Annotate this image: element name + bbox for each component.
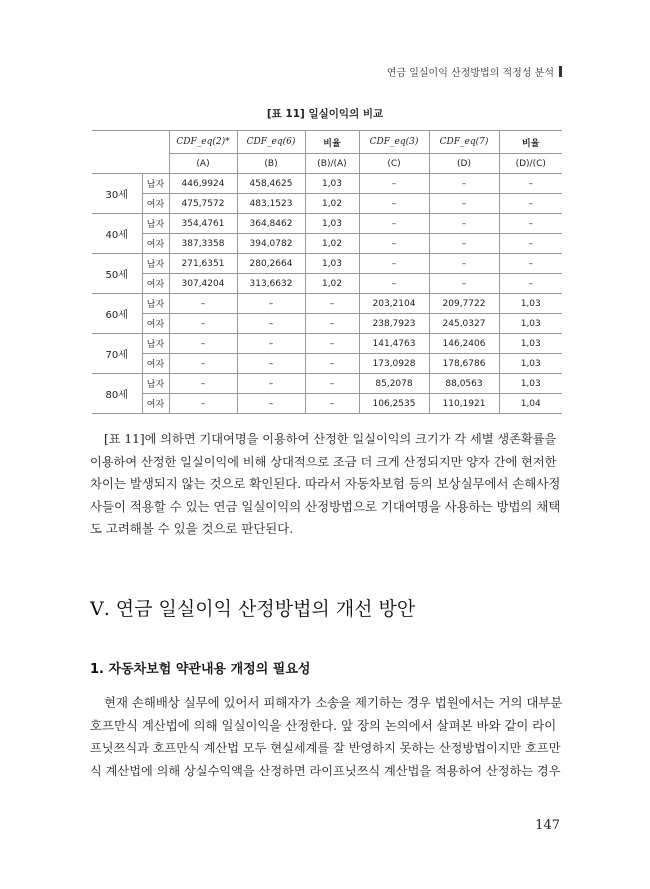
value-cell: 364,8462 bbox=[237, 214, 305, 234]
value-cell: 110,1921 bbox=[429, 394, 499, 414]
age-cell: 50세 bbox=[92, 254, 142, 294]
column-subheader: (D) bbox=[429, 154, 499, 174]
paragraph-line: 사들이 적용할 수 있는 연금 일실이익의 산정방법으로 기대여명을 사용하는 방법의 채택 bbox=[90, 498, 561, 514]
value-cell: – bbox=[359, 274, 429, 294]
value-cell: 394,0782 bbox=[237, 234, 305, 254]
table-row bbox=[92, 194, 562, 214]
age-cell: 30세 bbox=[92, 174, 142, 214]
value-cell: – bbox=[429, 174, 499, 194]
value-cell: 446,9924 bbox=[169, 174, 237, 194]
value-cell: – bbox=[237, 334, 305, 354]
paragraph-line: 식 계산법에 의해 상실수익액을 산정하면 라이프닛쯔식 계산법을 적용하여 산정하는 경우 bbox=[90, 763, 561, 778]
value-cell: 141,4763 bbox=[359, 334, 429, 354]
column-subheader: (A) bbox=[169, 154, 237, 174]
age-cell: 60세 bbox=[92, 294, 142, 334]
value-cell: 1,03 bbox=[499, 374, 562, 394]
value-cell: – bbox=[359, 254, 429, 274]
sex-cell: 여자 bbox=[142, 234, 169, 254]
value-cell: 245,0327 bbox=[429, 314, 499, 334]
table-row bbox=[92, 314, 562, 334]
table-row bbox=[92, 274, 562, 294]
value-cell: 483,1523 bbox=[237, 194, 305, 214]
value-cell: – bbox=[429, 274, 499, 294]
table-row bbox=[92, 354, 562, 374]
value-cell: – bbox=[305, 354, 359, 374]
paragraph-line: 현재 손해배상 실무에 있어서 피해자가 소송을 제기하는 경우 법원에서는 거의 대부분 bbox=[104, 695, 563, 710]
value-cell: 1,03 bbox=[305, 214, 359, 234]
column-header: CDF_eq(3) bbox=[359, 131, 429, 154]
value-cell: 1,03 bbox=[305, 254, 359, 274]
column-subheader: (B) bbox=[237, 154, 305, 174]
table-row bbox=[92, 394, 562, 414]
table-title: [표 11] 일실이익의 비교 bbox=[266, 108, 384, 120]
value-cell: 88,0563 bbox=[429, 374, 499, 394]
paragraph-line: 도 고려해볼 수 있을 것으로 판단된다. bbox=[90, 521, 294, 537]
column-header: CDF_eq(2)* bbox=[169, 131, 237, 154]
sex-cell: 남자 bbox=[142, 214, 169, 234]
sex-cell: 여자 bbox=[142, 354, 169, 374]
table-row bbox=[92, 334, 562, 354]
value-cell: – bbox=[429, 254, 499, 274]
value-cell: 1,03 bbox=[499, 294, 562, 314]
value-cell: 387,3358 bbox=[169, 234, 237, 254]
value-cell: 209,7722 bbox=[429, 294, 499, 314]
value-cell: – bbox=[305, 294, 359, 314]
running-header bbox=[387, 64, 562, 79]
page-number: 147 bbox=[535, 818, 560, 833]
value-cell: 85,2078 bbox=[359, 374, 429, 394]
value-cell: – bbox=[359, 214, 429, 234]
value-cell: 238,7923 bbox=[359, 314, 429, 334]
value-cell: 106,2535 bbox=[359, 394, 429, 414]
value-cell: – bbox=[359, 234, 429, 254]
value-cell: 1,02 bbox=[305, 234, 359, 254]
value-cell: – bbox=[499, 194, 562, 214]
table-row bbox=[92, 234, 562, 254]
table-row bbox=[92, 374, 562, 394]
value-cell: 475,7572 bbox=[169, 194, 237, 214]
column-header: CDF_eq(7) bbox=[429, 131, 499, 154]
value-cell: – bbox=[499, 274, 562, 294]
age-cell: 70세 bbox=[92, 334, 142, 374]
value-cell: 1,03 bbox=[499, 334, 562, 354]
value-cell: – bbox=[237, 374, 305, 394]
table-header-row bbox=[92, 131, 562, 154]
paragraph-line: 이용하여 산정한 일실이익에 비해 상대적으로 조금 더 크게 산정되지만 양자 간에 현저한 bbox=[90, 454, 557, 469]
sex-cell: 여자 bbox=[142, 314, 169, 334]
value-cell: – bbox=[169, 354, 237, 374]
table-row bbox=[92, 254, 562, 274]
value-cell: – bbox=[499, 254, 562, 274]
value-cell: 307,4204 bbox=[169, 274, 237, 294]
value-cell: – bbox=[305, 374, 359, 394]
value-cell: – bbox=[305, 334, 359, 354]
comparison-table bbox=[92, 130, 562, 414]
column-subheader: (C) bbox=[359, 154, 429, 174]
value-cell: – bbox=[169, 314, 237, 334]
sex-cell: 남자 bbox=[142, 254, 169, 274]
sex-cell: 남자 bbox=[142, 334, 169, 354]
value-cell: – bbox=[429, 234, 499, 254]
body-paragraph-2 bbox=[90, 692, 562, 782]
header-bar-mark bbox=[559, 66, 562, 77]
table-row bbox=[92, 294, 562, 314]
value-cell: – bbox=[169, 334, 237, 354]
value-cell: 1,03 bbox=[499, 354, 562, 374]
table-row bbox=[92, 214, 562, 234]
value-cell: 1,02 bbox=[305, 274, 359, 294]
value-cell: 1,03 bbox=[499, 314, 562, 334]
value-cell: – bbox=[169, 394, 237, 414]
value-cell: – bbox=[429, 214, 499, 234]
value-cell: 354,4761 bbox=[169, 214, 237, 234]
sex-cell: 남자 bbox=[142, 174, 169, 194]
subsection-title: 1. 자동차보험 약관내용 개정의 필요성 bbox=[90, 662, 311, 677]
column-subheader: (D)/(C) bbox=[499, 154, 562, 174]
body-paragraph-1 bbox=[90, 428, 562, 541]
value-cell: – bbox=[305, 314, 359, 334]
value-cell: 203,2104 bbox=[359, 294, 429, 314]
table-row bbox=[92, 174, 562, 194]
age-cell: 80세 bbox=[92, 374, 142, 414]
paragraph-line: [표 11]에 의하면 기대여명을 이용하여 산정한 일실이익의 크기가 각 세별 생존확률을 bbox=[104, 432, 557, 446]
column-header: 비율 bbox=[305, 131, 359, 154]
value-cell: – bbox=[305, 394, 359, 414]
table-corner-cell bbox=[92, 131, 169, 174]
value-cell: 280,2664 bbox=[237, 254, 305, 274]
paragraph-line: 차이는 발생되지 않는 것으로 확인된다. 따라서 자동차보험 등의 보상실무에서 손해사정 bbox=[90, 476, 561, 492]
value-cell: – bbox=[169, 374, 237, 394]
column-subheader: (B)/(A) bbox=[305, 154, 359, 174]
value-cell: 178,6786 bbox=[429, 354, 499, 374]
value-cell: 313,6632 bbox=[237, 274, 305, 294]
value-cell: – bbox=[429, 194, 499, 214]
value-cell: – bbox=[499, 174, 562, 194]
value-cell: – bbox=[499, 234, 562, 254]
value-cell: – bbox=[237, 354, 305, 374]
section-title: Ⅴ. 연금 일실이익 산정방법의 개선 방안 bbox=[90, 598, 416, 620]
value-cell: 146,2406 bbox=[429, 334, 499, 354]
paragraph-line: 프닛쯔식과 호프만식 계산법 모두 현실세계를 잘 반영하지 못하는 산정방법이지만 호프만 bbox=[90, 741, 561, 756]
column-header: CDF_eq(6) bbox=[237, 131, 305, 154]
value-cell: – bbox=[237, 314, 305, 334]
sex-cell: 남자 bbox=[142, 374, 169, 394]
paragraph-line: 호프만식 계산법에 의해 일실이익을 산정한다. 앞 장의 논의에서 살펴본 바와 같이 라이 bbox=[90, 717, 557, 733]
value-cell: 458,4625 bbox=[237, 174, 305, 194]
value-cell: – bbox=[359, 174, 429, 194]
age-cell: 40세 bbox=[92, 214, 142, 254]
value-cell: – bbox=[359, 194, 429, 214]
value-cell: – bbox=[237, 394, 305, 414]
value-cell: 1,02 bbox=[305, 194, 359, 214]
value-cell: 1,04 bbox=[499, 394, 562, 414]
value-cell: – bbox=[499, 214, 562, 234]
value-cell: 173,0928 bbox=[359, 354, 429, 374]
running-title: 연금 일실이익 산정방법의 적정성 분석 bbox=[386, 68, 554, 79]
value-cell: – bbox=[169, 294, 237, 314]
value-cell: 1,03 bbox=[305, 174, 359, 194]
value-cell: 271,6351 bbox=[169, 254, 237, 274]
sex-cell: 여자 bbox=[142, 274, 169, 294]
sex-cell: 남자 bbox=[142, 294, 169, 314]
column-header: 비율 bbox=[499, 131, 562, 154]
value-cell: – bbox=[237, 294, 305, 314]
sex-cell: 여자 bbox=[142, 394, 169, 414]
sex-cell: 여자 bbox=[142, 194, 169, 214]
